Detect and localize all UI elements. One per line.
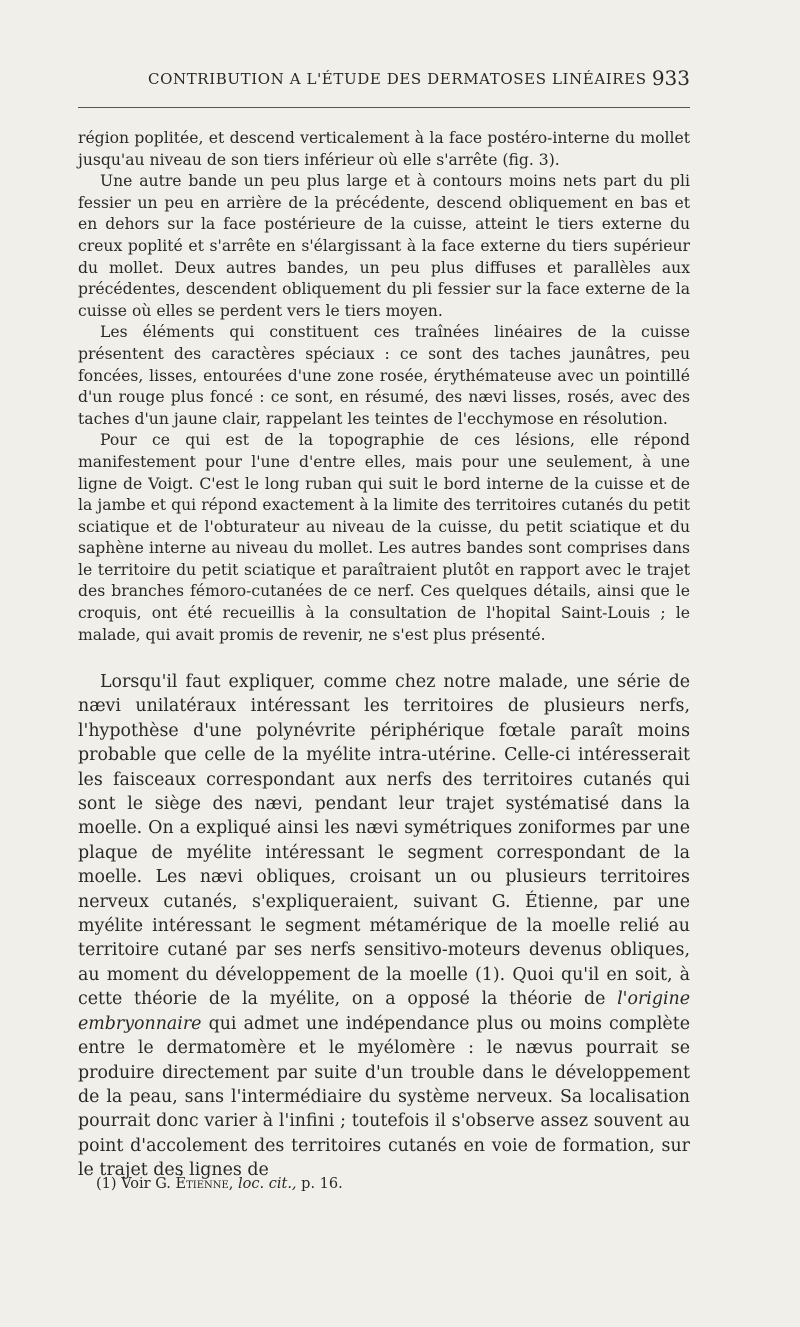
running-title: CONTRIBUTION A L'ÉTUDE DES DERMATOSES LINÉAIRES: [148, 70, 647, 88]
footnote: [96, 1176, 343, 1192]
paragraph: Pour ce qui est de la topographie de ces lésions, elle répond manifestement pour l'une d'entre elles, mais pour une seulement, à une ligne de Voigt. C'est le long ruban qui suit le bord interne de la cuisse et de la jambe et qui répond exactement à la limite des territoires cutanés du petit sciatique et de l'obturateur au niveau de la cuisse, du petit sciatique et du saphène interne au niveau du mollet. Les autres bandes sont comprises dans le territoire du petit sciatique et paraîtraient plutôt en rapport avec le trajet des branches fémoro-cutanées de ce nerf. Ces quelques détails, ainsi que le croquis, ont été recueillis à la consultation de l'hopital Saint-Louis ; le malade, qui avait promis de revenir, ne s'est plus présenté.: [78, 431, 690, 644]
paragraph: [78, 670, 690, 1183]
footnote-marker: (1): [96, 1176, 117, 1192]
paragraph: Les éléments qui constituent ces traînées linéaires de la cuisse présentent des caractères spéciaux : ce sont des taches jaunâtres, peu foncées, lisses, entourées d'une zone rosée, érythémateuse avec un pointillé d'un rouge plus foncé : ce sont, en résumé, des nævi lisses, rosés, avec des taches d'un jaune clair, rappelant les teintes de l'ecchymose en résolution.: [78, 323, 690, 428]
case-description: [78, 128, 690, 646]
discussion: [78, 670, 690, 1183]
footnote-author: Étienne,: [175, 1176, 234, 1192]
paragraph: Une autre bande un peu plus large et à contours moins nets part du pli fessier un peu en arrière de la précédente, descend obliquement en bas et en dehors sur la face postérieure de la cuisse, atteint le tiers externe du creux poplité et s'arrête en s'élargissant à la face externe du tiers supérieur du mollet. Deux autres bandes, un peu plus diffuses et parallèles aux précédentes, descendent obliquement du pli fessier sur la face externe de la cuisse où elles se perdent vers le tiers moyen.: [78, 172, 690, 320]
text-run: qui admet une indépendance plus ou moins complète entre le dermatomère et le myélomère : le nævus pourrait se produire directement par suite d'un trouble dans le développement de la peau, sans l'intermédiaire du système nerveux. Sa localisation pourrait donc varier à l'infini ; toutefois il s'observe assez souvent au point d'accolement des territoires cutanés en voie de formation, sur le trajet des lignes de: [78, 1013, 690, 1181]
footnote-lead: Voir G.: [121, 1176, 171, 1192]
footnote-page: p. 16.: [301, 1176, 343, 1192]
page-header: [78, 66, 690, 94]
emphasis: l'origine embryonnaire: [78, 989, 690, 1034]
paragraph: région poplitée, et descend verticalement à la face postéro-interne du mollet jusqu'au niveau de son tiers inférieur où elle s'arrête (fig. 3).: [78, 129, 690, 169]
footnote-ref: loc. cit.,: [238, 1176, 297, 1192]
page-number: 933: [651, 66, 690, 90]
text-run: Lorsqu'il faut expliquer, comme chez notre malade, une série de nævi unilatéraux intéressant les territoires de plusieurs nerfs, l'hypothèse d'une polynévrite périphérique fœtale paraît moins probable que celle de la myélite intra-utérine. Celle-ci intéresserait les faisceaux correspondant aux nerfs des territoires cutanés qui sont le siège des nævi, pendant leur trajet systématisé dans la moelle. On a expliqué ainsi les nævi symétriques zoniformes par une plaque de myélite intéressant le segment correspondant de la moelle. Les nævi obliques, croisant un ou plusieurs territoires nerveux cutanés, s'expliqueraient, suivant G. Étienne, par une myélite intéressant le segment métamérique de la moelle relié au territoire cutané par ses nerfs sensitivo-moteurs devenus obliques, au moment du développement de la moelle (1). Quoi qu'il en soit, à cette théorie de la myélite, on a opposé la théorie de: [78, 672, 690, 1010]
header-rule: [78, 107, 690, 108]
